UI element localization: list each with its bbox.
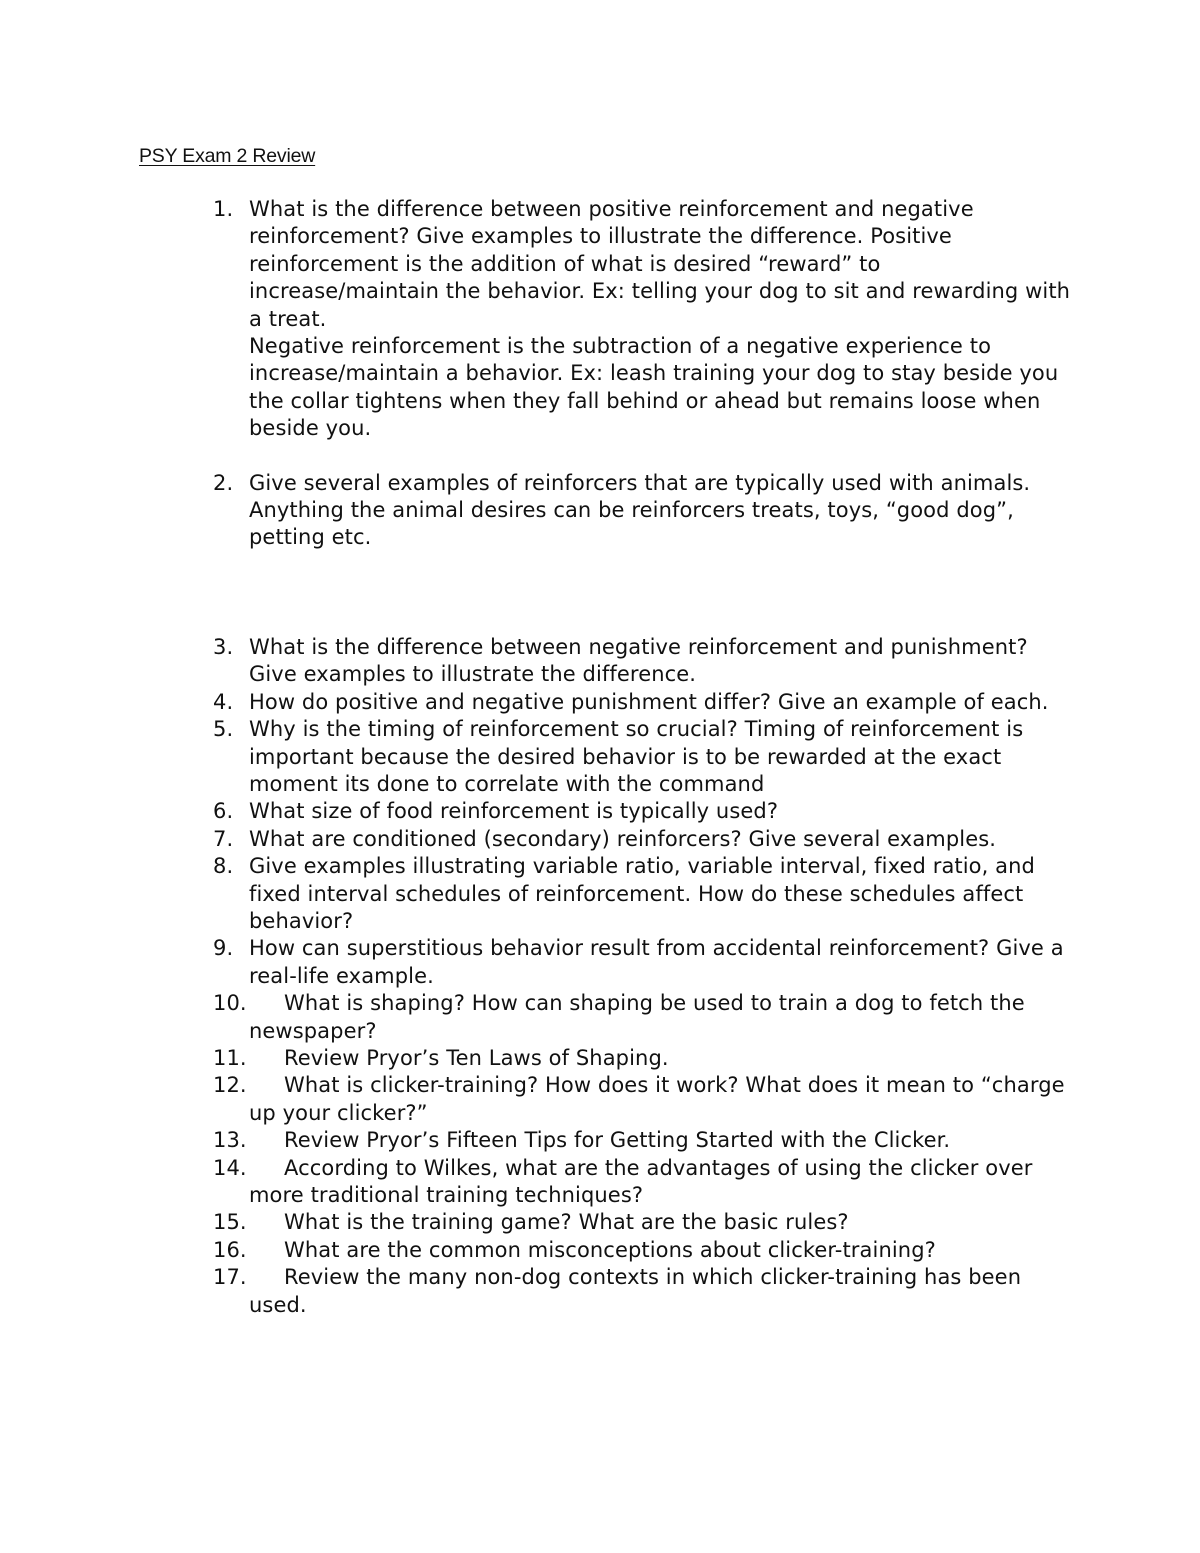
list-item [213,1045,1073,1072]
item-number: 12. [213,1073,247,1098]
item-number: 11. [213,1045,247,1070]
list-item [213,935,1073,990]
item-text: What is the difference between positive reinforcement and negative reinforcement? Give examples to illustrate the difference. Positive reinforcement is the addition of what is desired “reward” to increase/maintain the behavior. Ex: telling your dog to sit and rewarding with a treat. [249,197,1071,331]
list-item [213,853,1073,935]
item-number: 14. [213,1155,247,1180]
item-text: How can superstitious behavior result from accidental reinforcement? Give a real-life example. [249,936,1064,988]
item-number: 2. [213,470,234,495]
item-number: 1. [213,197,234,221]
item-text: What size of food reinforcement is typically used? [249,799,779,824]
item-text: What is the training game? What are the basic rules? [284,1210,849,1235]
list-item [213,1127,1073,1154]
item-number: 6. [213,799,234,824]
item-number: 4. [213,689,234,714]
item-text: What is clicker-training? How does it work? What does it mean to “charge up your clicker?” [249,1073,1065,1125]
list-item [213,1072,1073,1127]
item-number: 13. [213,1128,247,1153]
item-number: 3. [213,634,234,659]
item-number: 9. [213,936,234,961]
document-title: PSY Exam 2 Review [139,145,316,167]
list-item [213,1155,1073,1210]
list-item [213,470,1073,552]
list-item [213,990,1073,1045]
list-item [213,798,1073,825]
item-text: What is shaping? How can shaping be used to train a dog to fetch the newspaper? [249,991,1025,1043]
item-text: Give examples illustrating variable ratio, variable interval, fixed ratio, and fixed interval schedules of reinforcement. How do these schedules affect behavior? [249,854,1035,933]
list-item [213,1264,1073,1319]
item-text: Review Pryor’s Ten Laws of Shaping. [284,1045,669,1070]
item-text: Review Pryor’s Fifteen Tips for Getting Started with the Clicker. [284,1128,951,1153]
list-item [213,826,1073,853]
item-text: Review the many non-dog contexts in which clicker-training has been used. [249,1265,1022,1317]
item-text: What are the common misconceptions about clicker-training? [284,1237,936,1262]
item-text: How do positive and negative punishment differ? Give an example of each. [249,689,1049,714]
list-item [213,1237,1073,1264]
question-list [213,196,1073,1319]
item-number: 8. [213,854,234,879]
list-item [213,716,1073,798]
item-number: 17. [213,1265,247,1290]
item-number: 15. [213,1210,247,1235]
item-text-continued: Negative reinforcement is the subtraction of a negative experience to increase/maintain a behavior. Ex: leash training your dog to stay beside you the collar tightens when they fall behind or ahead but remains loose when beside you. [249,334,1059,441]
item-text: Why is the timing of reinforcement so crucial? Timing of reinforcement is important because the desired behavior is to be rewarded at the exact moment its done to correlate with the command [249,717,1024,796]
item-text: What is the difference between negative reinforcement and punishment? Give examples to illustrate the difference. [249,634,1028,687]
item-text: According to Wilkes, what are the advantages of using the clicker over more traditional training techniques? [249,1155,1033,1207]
item-number: 10. [213,991,247,1016]
item-text: What are conditioned (secondary) reinforcers? Give several examples. [249,826,997,851]
list-item [213,1209,1073,1236]
list-item [213,634,1073,689]
item-number: 5. [213,717,234,742]
item-text: Give several examples of reinforcers that are typically used with animals. Anything the animal desires can be reinforcers treats, toys, “good dog”, petting etc. [249,470,1031,550]
item-number: 7. [213,826,234,851]
list-item [213,689,1073,716]
list-item [213,196,1073,443]
item-number: 16. [213,1237,247,1262]
